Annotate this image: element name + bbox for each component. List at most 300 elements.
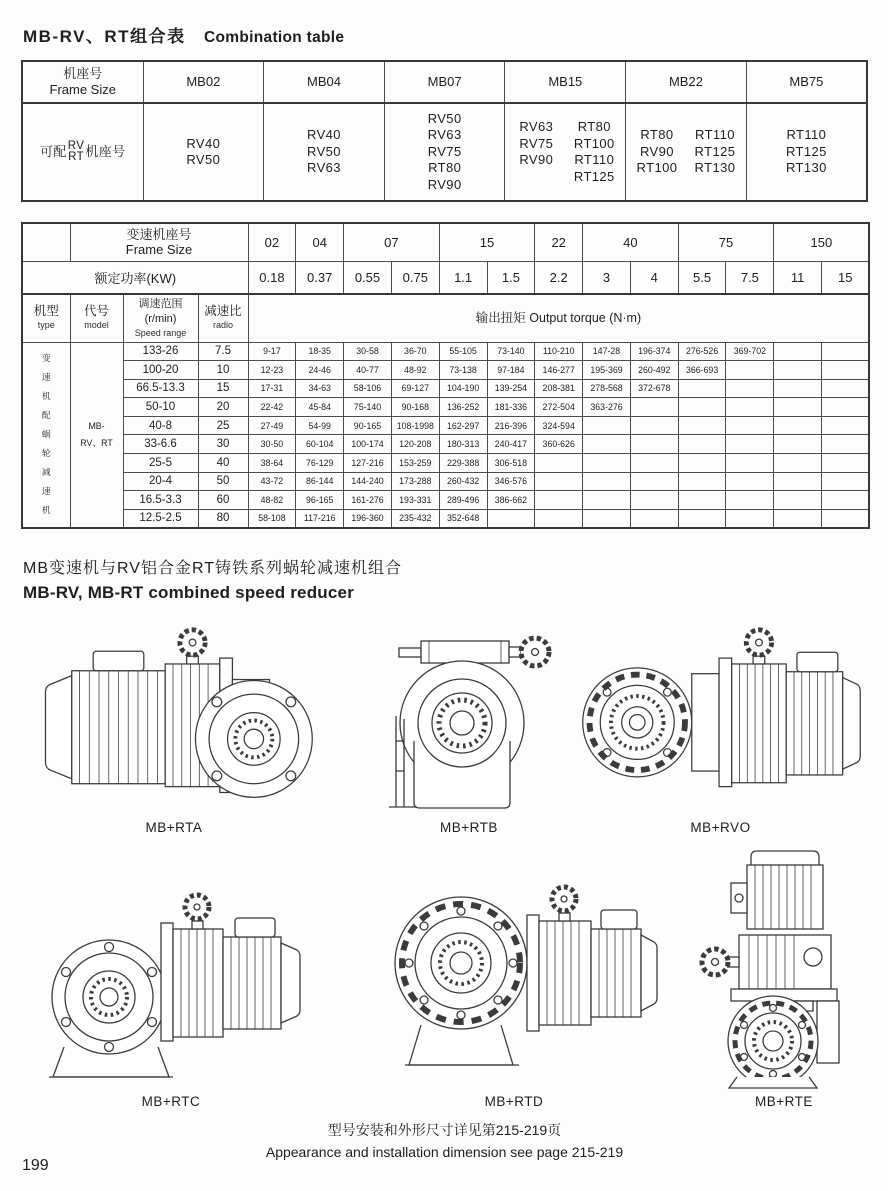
torque-value: 324-594 <box>535 416 583 435</box>
column-header-mb75: MB75 <box>746 61 867 103</box>
frame-size-option: RT100 <box>573 135 615 151</box>
torque-value <box>678 472 726 491</box>
torque-value: 76-129 <box>296 454 344 473</box>
torque-value <box>822 435 870 454</box>
machine-type-char: 机 <box>41 391 51 402</box>
frame-size-option: RV90 <box>640 143 674 159</box>
machine-type-char: 速 <box>41 486 51 497</box>
base <box>729 1077 817 1088</box>
torque-value <box>678 398 726 417</box>
torque-value <box>630 491 678 510</box>
torque-value: 181-336 <box>487 398 535 417</box>
torque-value: 58-108 <box>248 509 296 528</box>
frame-size-option <box>512 169 560 186</box>
speed-range-value: 66.5-13.3 <box>123 379 198 398</box>
combination-data-row <box>22 103 867 201</box>
footer-note-zh: 型号安装和外形尺寸详见第215-219页 <box>327 1121 562 1138</box>
reduction-ratio-value: 20 <box>198 398 248 417</box>
torque-value <box>630 509 678 528</box>
torque-value <box>822 379 870 398</box>
rated-power-value: 11 <box>774 261 822 294</box>
worm-reducer <box>52 940 166 1054</box>
spec-table-row <box>22 361 869 380</box>
handwheel-icon <box>552 887 576 911</box>
torque-value <box>726 398 774 417</box>
torque-value <box>774 435 822 454</box>
torque-value <box>678 454 726 473</box>
frame-size-option: RT100 <box>636 160 678 176</box>
machine-type-char: 配 <box>41 410 51 421</box>
torque-value: 24-46 <box>296 361 344 380</box>
torque-value: 235-432 <box>391 509 439 528</box>
frame-size-option: RT80 <box>428 160 462 176</box>
torque-value: 208-381 <box>535 379 583 398</box>
torque-value: 153-259 <box>391 454 439 473</box>
frame-size-option-pair <box>505 169 625 186</box>
figure-label-mb-rtb: MB+RTB <box>440 819 498 835</box>
torque-value: 17-31 <box>248 379 296 398</box>
torque-value: 104-190 <box>439 379 487 398</box>
reduction-ratio-value: 80 <box>198 509 248 528</box>
spec-table-row <box>22 472 869 491</box>
reduction-ratio-value: 25 <box>198 416 248 435</box>
torque-value <box>822 342 870 361</box>
torque-value: 120-208 <box>391 435 439 454</box>
torque-value <box>726 509 774 528</box>
rated-power-value: 5.5 <box>678 261 726 294</box>
reduction-ratio-value: 7.5 <box>198 342 248 361</box>
spec-frame-size-value: 40 <box>583 223 679 261</box>
compatible-frames-cell-mb75 <box>746 103 867 201</box>
motor <box>591 910 657 1017</box>
torque-value <box>583 454 631 473</box>
torque-value <box>583 472 631 491</box>
page-title-zh: MB-RV、RT组合表 <box>23 27 186 46</box>
torque-value <box>583 491 631 510</box>
torque-value: 55-105 <box>439 342 487 361</box>
torque-value <box>630 454 678 473</box>
torque-value: 147-28 <box>583 342 631 361</box>
torque-value <box>630 398 678 417</box>
torque-value: 196-374 <box>630 342 678 361</box>
torque-value: 86-144 <box>296 472 344 491</box>
torque-value: 110-210 <box>535 342 583 361</box>
section-title-zh: MB变速机与RV铝合金RT铸铁系列蜗轮减速机组合 <box>23 559 402 577</box>
frame-size-option-pair <box>505 152 625 169</box>
torque-value: 306-518 <box>487 454 535 473</box>
page-title <box>23 22 868 47</box>
reduction-ratio-value: 10 <box>198 361 248 380</box>
frame-size-header <box>22 61 143 103</box>
torque-value <box>822 491 870 510</box>
torque-value: 161-276 <box>344 491 392 510</box>
torque-value <box>822 472 870 491</box>
row-label-rt: RT <box>68 151 85 163</box>
reduction-ratio-value: 40 <box>198 454 248 473</box>
mb-rta-figure <box>29 625 319 810</box>
worm-reducer <box>728 989 839 1088</box>
mb-rte-drawing <box>689 845 879 1090</box>
spec-table-row <box>22 379 869 398</box>
column-header-mb07: MB07 <box>384 61 505 103</box>
frame-size-option: RT130 <box>694 160 736 176</box>
torque-value: 260-492 <box>630 361 678 380</box>
torque-value: 162-297 <box>439 416 487 435</box>
torque-value <box>678 435 726 454</box>
torque-column-header: 输出扭矩 Output torque (N·m) <box>248 294 869 342</box>
torque-value <box>630 435 678 454</box>
torque-value <box>630 416 678 435</box>
frame-size-option: RV75 <box>427 143 462 159</box>
motor <box>223 918 300 1029</box>
rated-power-value: 1.5 <box>487 261 535 294</box>
column-header-mb15: MB15 <box>505 61 626 103</box>
frame-size-option: RV63 <box>519 119 554 134</box>
torque-value: 276-526 <box>678 342 726 361</box>
torque-value <box>726 361 774 380</box>
rated-power-value: 0.75 <box>391 261 439 294</box>
torque-value: 60-104 <box>296 435 344 454</box>
torque-value: 216-396 <box>487 416 535 435</box>
spec-frame-size-value: 22 <box>535 223 583 261</box>
torque-value: 229-388 <box>439 454 487 473</box>
type-column-header: 机型 type <box>22 294 70 342</box>
variator <box>527 887 591 1031</box>
reduction-ratio-value: 30 <box>198 435 248 454</box>
machine-type-char: 减 <box>41 467 51 478</box>
torque-value: 127-216 <box>344 454 392 473</box>
model-code-line: MB- <box>88 420 105 431</box>
speed-column-header: 调速范围(r/min) Speed range <box>123 294 198 342</box>
rated-power-value: 1.1 <box>439 261 487 294</box>
variator <box>161 895 223 1041</box>
torque-value <box>822 454 870 473</box>
torque-value <box>822 416 870 435</box>
spec-frame-size-header-zh: 变速机座号 <box>126 227 192 243</box>
torque-value: 278-568 <box>583 379 631 398</box>
mb-rte-figure <box>689 845 879 1090</box>
torque-value: 43-72 <box>248 472 296 491</box>
frame-size-header-zh: 机座号 <box>63 66 103 81</box>
torque-value: 346-576 <box>487 472 535 491</box>
torque-value: 34-63 <box>296 379 344 398</box>
spec-table-row <box>22 398 869 417</box>
torque-value <box>726 379 774 398</box>
spec-table-row <box>22 454 869 473</box>
torque-value: 36-70 <box>391 342 439 361</box>
machine-type-char: 蜗 <box>41 429 51 440</box>
compatible-frames-cell-mb15 <box>505 103 626 201</box>
section-title-en: MB-RV, MB-RT combined speed reducer <box>23 582 355 602</box>
round-housing <box>400 661 524 808</box>
page-title-en: Combination table <box>204 29 345 46</box>
torque-value: 38-64 <box>248 454 296 473</box>
mb-rta-drawing <box>29 625 319 810</box>
spec-frame-size-value: 150 <box>774 223 870 261</box>
spec-frame-size-value: 04 <box>296 223 344 261</box>
torque-value: 73-138 <box>439 361 487 380</box>
torque-value <box>535 491 583 510</box>
torque-value: 108-1998 <box>391 416 439 435</box>
torque-value: 30-50 <box>248 435 296 454</box>
frame-size-option: RV40 <box>307 127 341 143</box>
speed-range-value: 40-8 <box>123 416 198 435</box>
torque-value <box>678 416 726 435</box>
frame-size-option: RV63 <box>427 127 462 143</box>
mb-rvo-figure <box>573 625 868 810</box>
torque-value <box>774 454 822 473</box>
frame-size-option: RV90 <box>427 176 462 192</box>
torque-value <box>822 361 870 380</box>
model-code-cell <box>70 342 123 528</box>
frame-size-option: RT110 <box>574 152 615 167</box>
rated-power-value: 2.2 <box>535 261 583 294</box>
speed-range-value: 25-5 <box>123 454 198 473</box>
figure-label-mb-rta: MB+RTA <box>145 819 203 835</box>
torque-value: 240-417 <box>487 435 535 454</box>
frame-size-option: RT110 <box>786 127 827 143</box>
handwheel-icon <box>185 895 209 919</box>
column-header-mb22: MB22 <box>626 61 747 103</box>
torque-value <box>822 398 870 417</box>
rated-power-value: 15 <box>822 261 870 294</box>
frame-size-option: RV50 <box>307 143 341 159</box>
torque-value <box>774 491 822 510</box>
model-column-header: 代号 model <box>70 294 123 342</box>
spec-frame-size-value: 75 <box>678 223 774 261</box>
spec-frame-size-value: 15 <box>439 223 535 261</box>
machine-type-char: 机 <box>41 505 51 516</box>
torque-value: 193-331 <box>391 491 439 510</box>
speed-range-value: 33-6.6 <box>123 435 198 454</box>
compatible-frames-cell-mb07 <box>384 103 505 201</box>
torque-value: 22-42 <box>248 398 296 417</box>
frame-size-option-pair <box>626 127 746 144</box>
torque-value: 372-678 <box>630 379 678 398</box>
torque-value <box>630 472 678 491</box>
page-number: 199 <box>22 1157 49 1174</box>
torque-value <box>774 416 822 435</box>
mb-rtb-drawing <box>359 621 579 811</box>
frame-size-option: RV63 <box>307 160 341 176</box>
mb-rtd-drawing <box>369 857 659 1087</box>
torque-value: 90-168 <box>391 398 439 417</box>
handwheel-icon <box>180 630 205 655</box>
frame-size-option: RV50 <box>427 110 462 126</box>
torque-value: 97-184 <box>487 361 535 380</box>
torque-value: 48-92 <box>391 361 439 380</box>
torque-value: 27-49 <box>248 416 296 435</box>
rated-power-row <box>22 261 869 294</box>
frame-size-option: RT125 <box>785 143 827 159</box>
rated-power-value: 0.18 <box>248 261 296 294</box>
torque-value: 136-252 <box>439 398 487 417</box>
handwheel-icon <box>702 949 728 975</box>
torque-value: 272-504 <box>535 398 583 417</box>
torque-value: 117-216 <box>296 509 344 528</box>
torque-value: 48-82 <box>248 491 296 510</box>
torque-value: 352-648 <box>439 509 487 528</box>
frame-size-option-pair <box>505 119 625 136</box>
column-header-mb02: MB02 <box>143 61 264 103</box>
frame-size-option: RT80 <box>640 127 674 143</box>
rv-flange <box>583 668 692 777</box>
frame-size-option: RT125 <box>573 168 615 184</box>
frame-size-option: RV75 <box>519 135 554 151</box>
torque-value: 146-277 <box>535 361 583 380</box>
torque-value <box>535 472 583 491</box>
compatible-frames-cell-mb22 <box>626 103 747 201</box>
corner-cell <box>22 223 70 261</box>
machine-type-char: 速 <box>41 372 51 383</box>
torque-value <box>487 509 535 528</box>
frame-size-header-en: Frame Size <box>49 82 116 97</box>
speed-range-value: 50-10 <box>123 398 198 417</box>
motor <box>731 851 823 929</box>
torque-value: 69-127 <box>391 379 439 398</box>
torque-value <box>774 509 822 528</box>
mb-rtc-drawing <box>31 875 311 1085</box>
torque-value: 386-662 <box>487 491 535 510</box>
torque-value: 54-99 <box>296 416 344 435</box>
spec-frame-size-value: 02 <box>248 223 296 261</box>
torque-value: 195-369 <box>583 361 631 380</box>
torque-value: 144-240 <box>344 472 392 491</box>
compatible-frames-cell-mb04 <box>264 103 385 201</box>
model-code-line: RV、RT <box>80 437 113 448</box>
frame-size-option: RT125 <box>694 143 736 159</box>
torque-value: 289-496 <box>439 491 487 510</box>
handwheel-icon <box>746 630 771 655</box>
torque-value: 58-106 <box>344 379 392 398</box>
reduction-ratio-value: 15 <box>198 379 248 398</box>
frame-size-option-pair <box>626 160 746 177</box>
variator <box>692 630 786 787</box>
frame-size-option: RV40 <box>186 135 221 151</box>
torque-value: 139-254 <box>487 379 535 398</box>
speed-range-value: 16.5-3.3 <box>123 491 198 510</box>
torque-value: 90-165 <box>344 416 392 435</box>
torque-value <box>535 509 583 528</box>
figure-label-mb-rtc: MB+RTC <box>141 1093 201 1109</box>
combination-table <box>21 60 868 202</box>
torque-value: 9-17 <box>248 342 296 361</box>
ratio-column-header: 减速比 radio <box>198 294 248 342</box>
torque-value: 366-693 <box>678 361 726 380</box>
spec-frame-size-header <box>70 223 248 261</box>
motor <box>45 651 165 783</box>
torque-value <box>726 435 774 454</box>
combination-header-row <box>22 61 867 103</box>
row-label-prefix: 可配 <box>39 143 67 159</box>
frame-size-option: RT130 <box>785 160 827 176</box>
torque-value: 360-626 <box>535 435 583 454</box>
torque-value <box>583 435 631 454</box>
torque-value: 45-84 <box>296 398 344 417</box>
spec-table-row <box>22 342 869 361</box>
torque-value <box>678 509 726 528</box>
torque-value <box>678 379 726 398</box>
speed-range-value: 133-26 <box>123 342 198 361</box>
figure-label-mb-rte: MB+RTE <box>755 1093 813 1109</box>
mb-rtb-figure <box>359 621 579 811</box>
figure-label-mb-rvo: MB+RVO <box>690 819 751 835</box>
machine-type-char: 变 <box>41 353 51 364</box>
speed-range-value: 20-4 <box>123 472 198 491</box>
spec-table-row <box>22 435 869 454</box>
torque-value <box>726 454 774 473</box>
frame-size-option-pair <box>626 144 746 161</box>
torque-value: 260-432 <box>439 472 487 491</box>
torque-value <box>822 509 870 528</box>
compatible-frames-label <box>22 103 143 201</box>
row-label-suffix: 机座号 <box>85 143 126 159</box>
worm-reducer <box>395 897 527 1029</box>
frame-size-option: RV50 <box>186 152 221 167</box>
machine-type-vertical-label <box>22 342 70 528</box>
torque-value: 173-288 <box>391 472 439 491</box>
figures-panel <box>21 617 868 1191</box>
motor <box>786 652 860 775</box>
torque-value: 30-58 <box>344 342 392 361</box>
rated-power-value: 3 <box>583 261 631 294</box>
torque-value <box>774 342 822 361</box>
column-header-mb04: MB04 <box>264 61 385 103</box>
spec-frame-size-row <box>22 223 869 261</box>
spec-table-row <box>22 509 869 528</box>
torque-value <box>726 416 774 435</box>
torque-value <box>678 491 726 510</box>
mb-rtd-figure <box>369 857 659 1087</box>
frame-size-option: RT110 <box>695 127 735 143</box>
row-label-rv: RV <box>67 139 85 152</box>
torque-value <box>774 361 822 380</box>
torque-value: 369-702 <box>726 342 774 361</box>
rated-power-value: 4 <box>630 261 678 294</box>
torque-value <box>774 398 822 417</box>
torque-value <box>726 472 774 491</box>
torque-value: 40-77 <box>344 361 392 380</box>
frame-size-option-pair <box>505 136 625 153</box>
rated-power-value: 0.55 <box>344 261 392 294</box>
torque-value: 196-360 <box>344 509 392 528</box>
spec-table-row <box>22 416 869 435</box>
torque-value: 363-276 <box>583 398 631 417</box>
torque-value: 18-35 <box>296 342 344 361</box>
torque-value <box>535 454 583 473</box>
speed-range-value: 100-20 <box>123 361 198 380</box>
frame-size-option: RV90 <box>519 152 554 167</box>
torque-value <box>726 491 774 510</box>
footer-note-en: Appearance and installation dimension see page 215-219 <box>265 1143 624 1160</box>
row-label-rv-rt <box>68 141 85 164</box>
rated-power-value: 0.37 <box>296 261 344 294</box>
frame-size-option: RT80 <box>577 119 611 134</box>
base <box>409 1025 513 1065</box>
handwheel-icon <box>521 638 549 666</box>
reduction-ratio-value: 50 <box>198 472 248 491</box>
spec-table <box>21 222 870 529</box>
spec-column-header-row <box>22 294 869 342</box>
torque-value: 96-165 <box>296 491 344 510</box>
mb-rvo-drawing <box>573 625 868 810</box>
speed-range-value: 12.5-2.5 <box>123 509 198 528</box>
spec-table-row <box>22 491 869 510</box>
section-title <box>23 555 868 603</box>
figure-label-mb-rtd: MB+RTD <box>484 1093 544 1109</box>
torque-value: 73-140 <box>487 342 535 361</box>
torque-value: 75-140 <box>344 398 392 417</box>
